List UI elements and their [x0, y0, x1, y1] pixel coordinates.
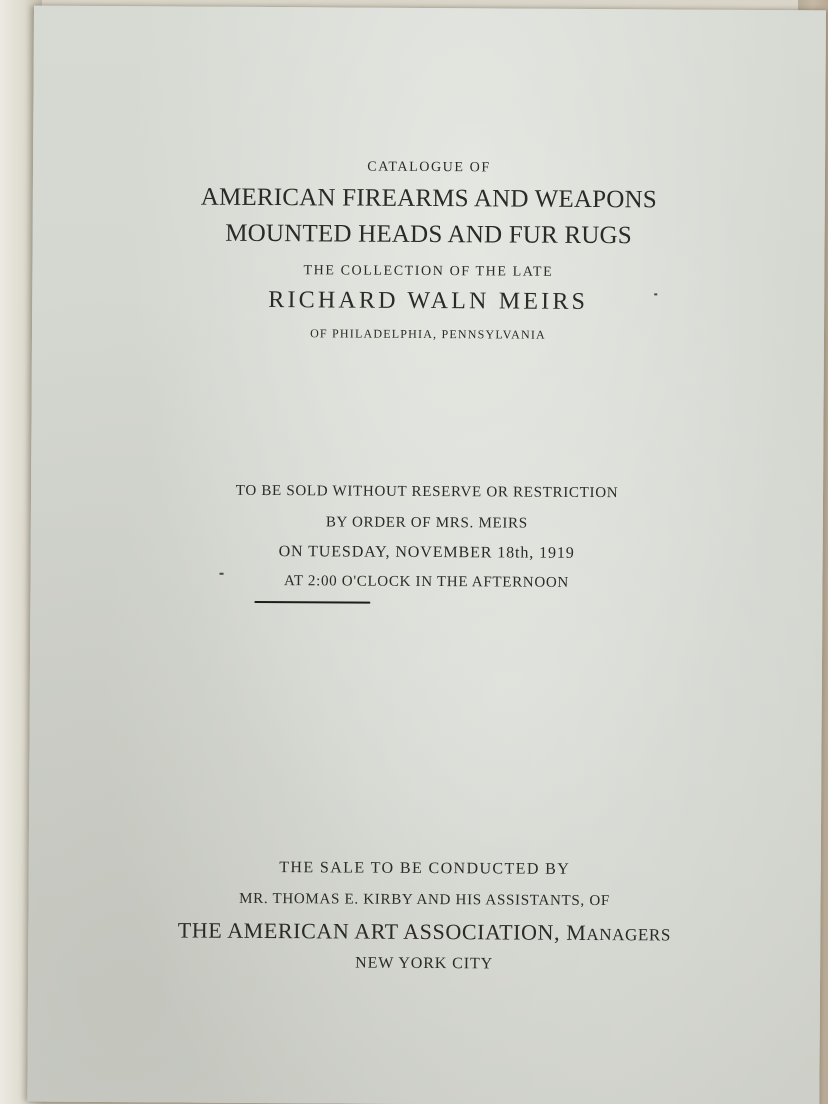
footer-block: [28, 858, 821, 976]
owner-place: OF PHILADELPHIA, PENNSYLVANIA: [310, 326, 546, 342]
conducted-by-line: THE SALE TO BE CONDUCTED BY: [279, 859, 571, 878]
city-line: NEW YORK CITY: [355, 954, 494, 973]
sale-terms-line: TO BE SOLD WITHOUT RESERVE OR RESTRICTION: [235, 482, 619, 502]
auctioneer-line: MR. THOMAS E. KIRBY AND HIS ASSISTANTS, OF: [239, 890, 610, 910]
collection-of-line: THE COLLECTION OF THE LATE: [303, 263, 554, 280]
catalogue-title-page: [27, 6, 826, 1104]
pen-underline-mark: [254, 601, 370, 604]
sale-terms-block: [30, 482, 823, 594]
association-initial: M: [566, 919, 587, 945]
pen-tick-mark: [220, 573, 224, 575]
sale-date-line: ON TUESDAY, NOVEMBER 18th, 1919: [278, 543, 575, 562]
pen-speck-mark: [654, 293, 657, 295]
association-main: THE AMERICAN ART ASSOCIATION,: [177, 917, 567, 945]
sale-time-line: AT 2:00 O'CLOCK IN THE AFTERNOON: [283, 573, 570, 591]
association-rest: ANAGERS: [586, 924, 671, 945]
header-block: [32, 158, 825, 345]
title-line-firearms: AMERICAN FIREARMS AND WEAPONS: [200, 183, 657, 214]
association-line: [28, 917, 820, 948]
owner-name: RICHARD WALN MEIRS: [268, 287, 589, 315]
catalogue-of-line: CATALOGUE OF: [367, 159, 491, 176]
sale-order-line: BY ORDER OF MRS. MEIRS: [325, 514, 528, 532]
title-line-mounted-heads: MOUNTED HEADS AND FUR RUGS: [225, 219, 633, 250]
